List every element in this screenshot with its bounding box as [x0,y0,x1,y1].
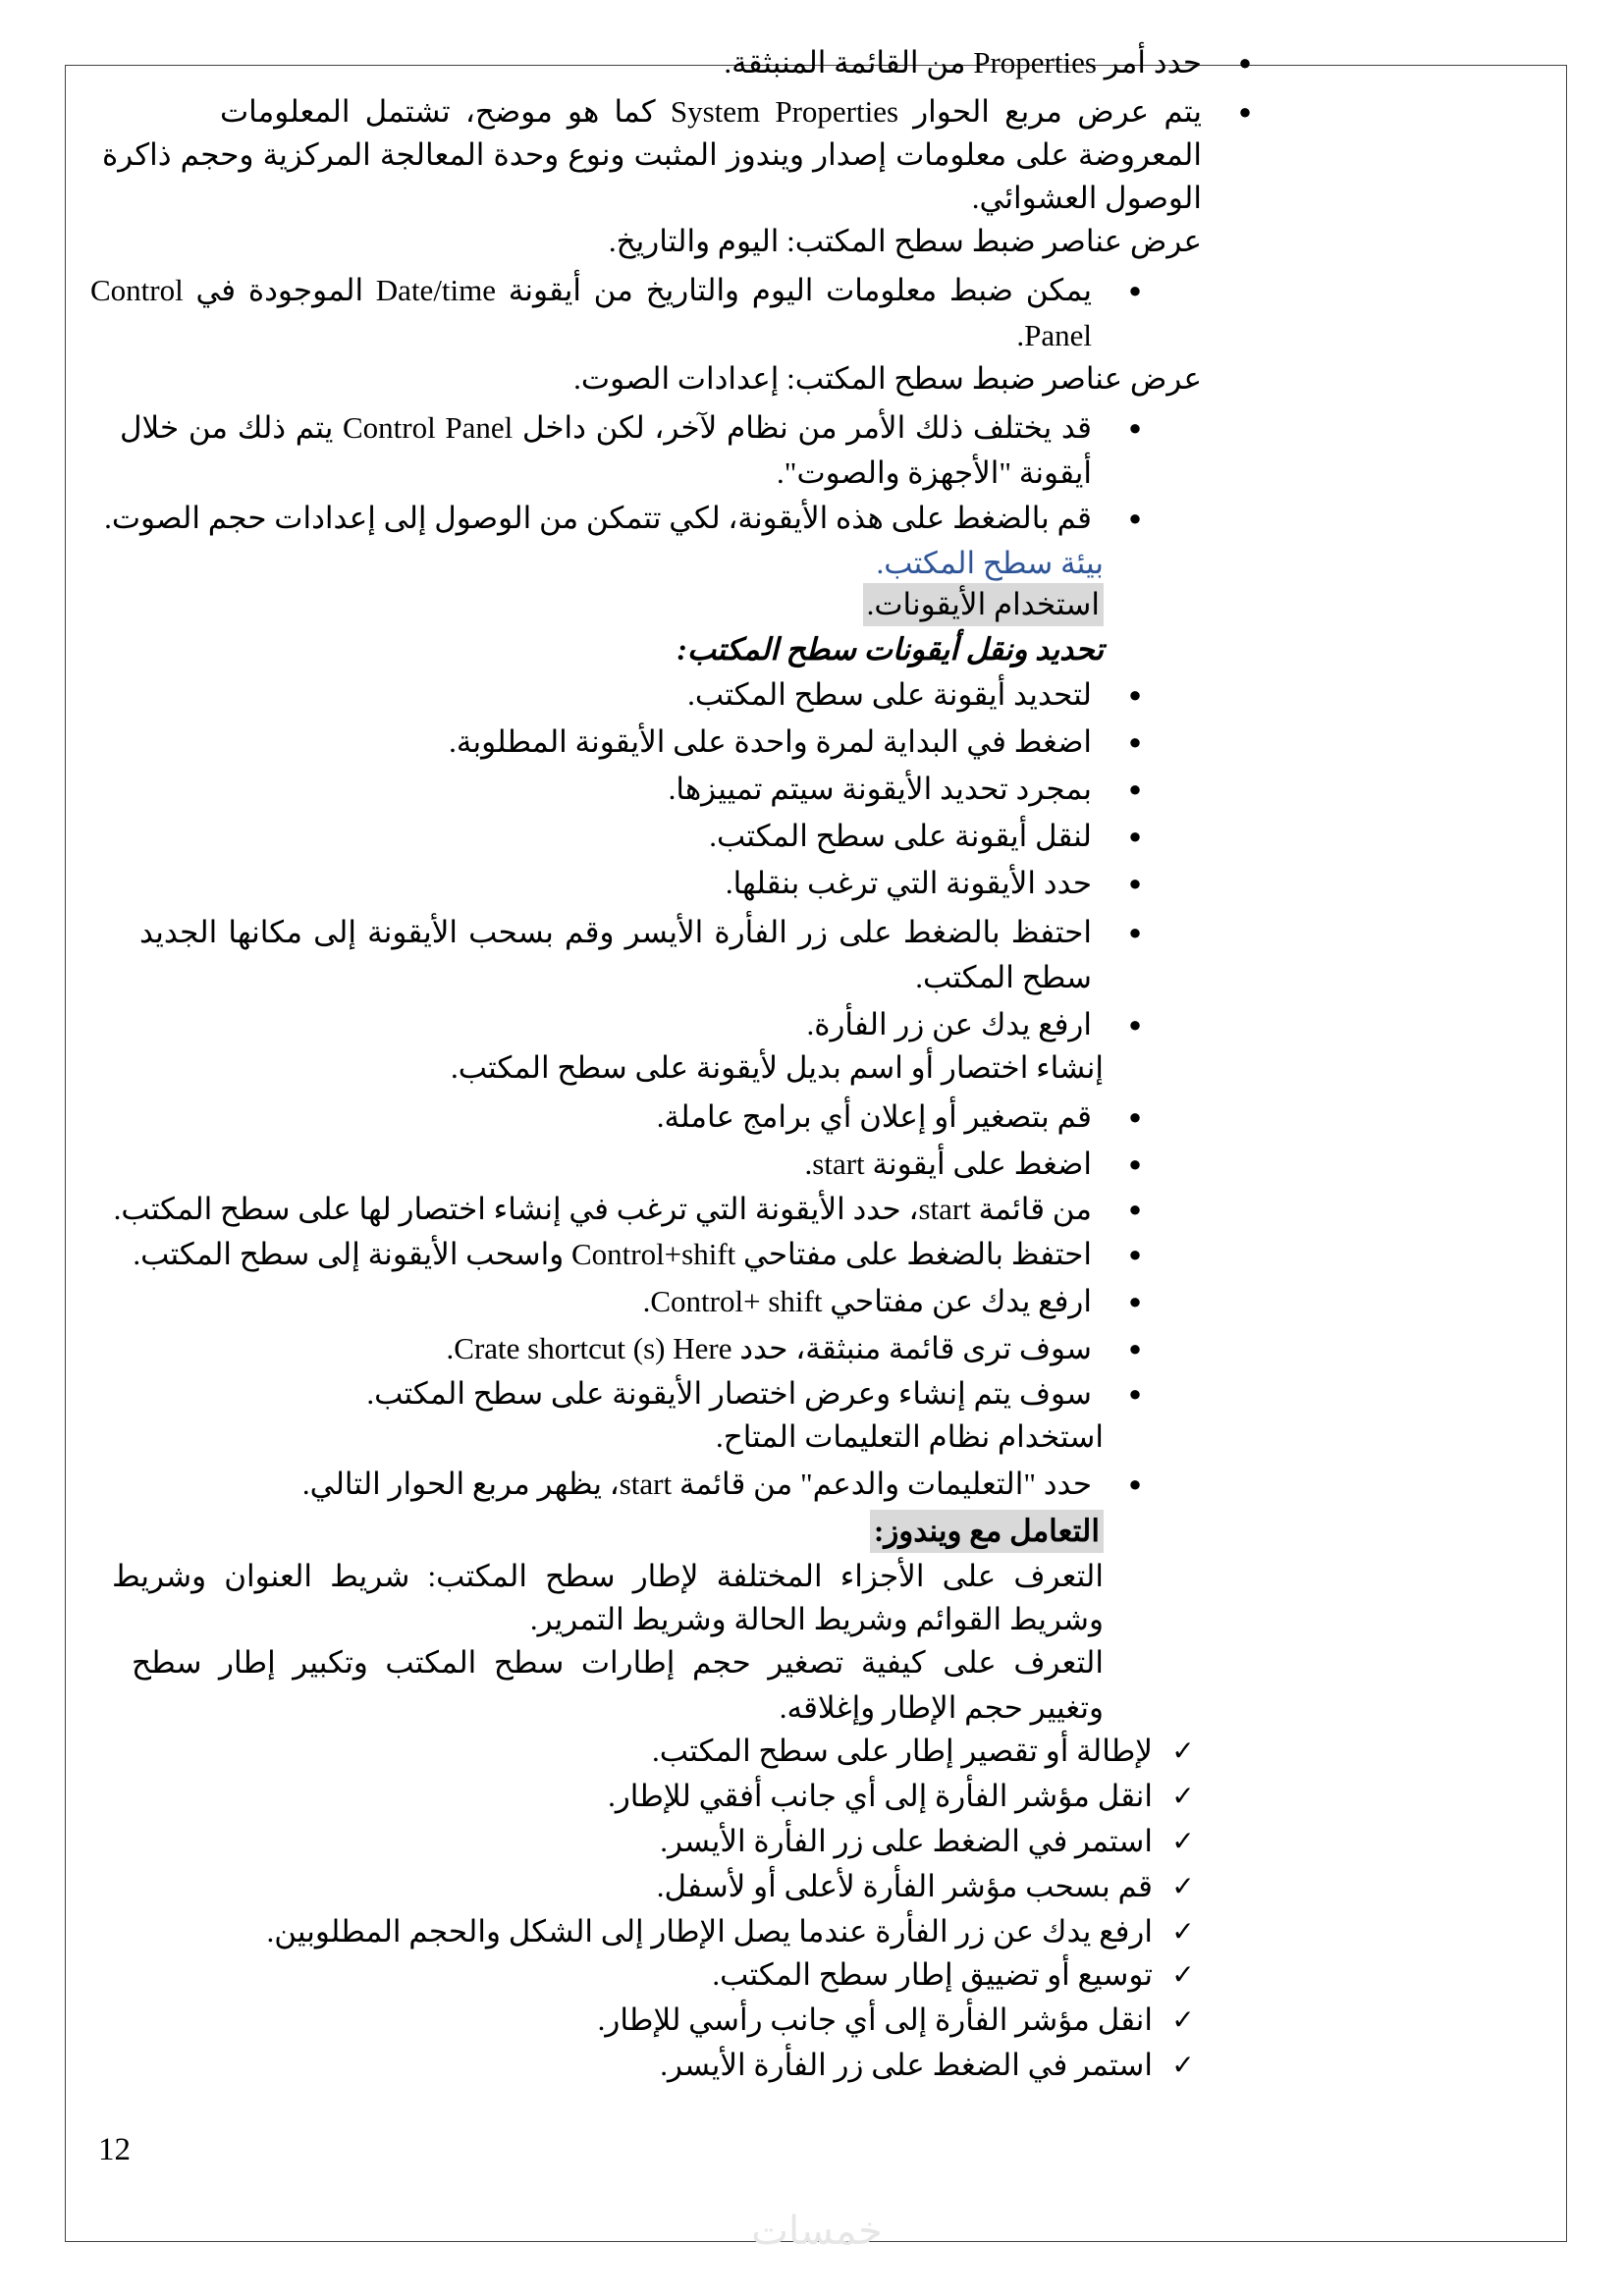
text-line: اضغط على أيقونة start. [804,1147,1092,1181]
text-line: لنقل أيقونة على سطح المكتب. [709,819,1092,853]
bullet-icon: ● [1128,871,1142,895]
section-heading: إنشاء اختصار أو اسم بديل لأيقونة على سطح المكتب. [450,1050,1104,1085]
watermark: خمسات [751,2209,883,2254]
text-line: سوف ترى قائمة منبثقة، حدد Crate shortcut (s) Here. [446,1331,1092,1365]
text-line: قد يختلف ذلك الأمر من نظام لآخر، لكن داخل Control Panel يتم ذلك من خلال [120,410,1092,445]
bullet-icon: ● [1128,1471,1142,1496]
text-line: التعرف على كيفية تصغير حجم إطارات سطح المكتب وتكبير إطار سطح [132,1645,1104,1680]
text-line: قم بالضغط على هذه الأيقونة، لكي تتمكن من الوصول إلى إعدادات حجم الصوت. [104,501,1092,535]
section-heading-blue: بيئة سطح المكتب. [876,546,1104,580]
bullet-icon: ● [1128,415,1142,440]
section-heading: عرض عناصر ضبط سطح المكتب: إعدادات الصوت. [573,361,1202,396]
check-list-item: توسيع أو تضييق إطار سطح المكتب. [712,1957,1153,1992]
text-line: أيقونة "الأجهزة والصوت". [777,455,1092,490]
checkmark-icon: ✓ [1171,1780,1195,1812]
text-line: وتغيير حجم الإطار وإغلاقه. [779,1690,1104,1725]
shaded-heading: استخدام الأيقونات. [863,583,1104,626]
text-line: يمكن ضبط معلومات اليوم والتاريخ من أيقونة Date/time الموجودة في Control [90,273,1092,307]
bullet-icon: ● [1128,1012,1142,1037]
text-line: سطح المكتب. [915,960,1092,994]
bullet-icon: ● [1238,50,1252,75]
bullet-icon: ● [1128,776,1142,801]
text-line: اضغط في البداية لمرة واحدة على الأيقونة المطلوبة. [449,724,1092,759]
text-line: وشريط القوائم وشريط الحالة وشريط التمرير. [529,1602,1104,1636]
checkmark-icon: ✓ [1171,1870,1195,1902]
text-line: التعرف على الأجزاء المختلفة لإطار سطح المكتب: شريط العنوان وشريط [112,1559,1104,1593]
check-list-item: قم بسحب مؤشر الفأرة لأعلى أو لأسفل. [656,1869,1153,1903]
checkmark-icon: ✓ [1171,1825,1195,1857]
text-line: بمجرد تحديد الأيقونة سيتم تمييزها. [668,772,1092,806]
page-number: 12 [98,2132,131,2167]
check-list-item: انقل مؤشر الفأرة إلى أي جانب أفقي للإطار. [608,1779,1153,1813]
text-line: ارفع يدك عن زر الفأرة. [806,1007,1092,1041]
section-heading: عرض عناصر ضبط سطح المكتب: اليوم والتاريخ. [608,224,1202,258]
text-line: ارفع يدك عن مفتاحي Control+ shift. [642,1284,1092,1318]
bullet-icon: ● [1128,1151,1142,1176]
checkmark-icon: ✓ [1171,1915,1195,1948]
checkmark-icon: ✓ [1171,2003,1195,2036]
text-line: المعروضة على معلومات إصدار ويندوز المثبت ونوع وحدة المعالجة المركزية وحجم ذاكرة [102,137,1202,172]
bullet-icon: ● [1128,729,1142,754]
check-list-item: انقل مؤشر الفأرة إلى أي جانب رأسي للإطار. [597,2002,1153,2037]
check-list-item: استمر في الضغط على زر الفأرة الأيسر. [660,1824,1153,1858]
bullet-icon: ● [1128,1104,1142,1129]
section-heading-italic: تحديد ونقل أيقونات سطح المكتب: [677,632,1104,667]
shaded-heading-bold: التعامل مع ويندوز: [870,1510,1104,1553]
check-list-item: لإطالة أو تقصير إطار على سطح المكتب. [652,1734,1153,1768]
bullet-icon: ● [1128,1381,1142,1406]
bullet-icon: ● [1238,99,1252,124]
text-line: احتفظ بالضغط على مفتاحي Control+shift واسحب الأيقونة إلى سطح المكتب. [133,1237,1092,1271]
check-list-item: استمر في الضغط على زر الفأرة الأيسر. [660,2048,1153,2082]
check-list-item: ارفع يدك عن زر الفأرة عندما يصل الإطار إلى الشكل والحجم المطلوبين. [266,1914,1153,1949]
bullet-icon: ● [1128,1336,1142,1361]
text-line: من قائمة start، حدد الأيقونة التي ترغب في إنشاء اختصار لها على سطح المكتب. [113,1192,1092,1226]
text-line: حدد "التعليمات والدعم" من قائمة start، يظهر مربع الحوار التالي. [301,1467,1092,1501]
text-line: قم بتصغير أو إعلان أي برامج عاملة. [656,1099,1092,1134]
bullet-icon: ● [1128,1197,1142,1221]
bullet-icon: ● [1128,506,1142,530]
checkmark-icon: ✓ [1171,2049,1195,2081]
text-line: سوف يتم إنشاء وعرض اختصار الأيقونة على سطح المكتب. [366,1376,1092,1411]
text-line: لتحديد أيقونة على سطح المكتب. [687,677,1092,712]
text-line: يتم عرض مربع الحوار System Properties كما هو موضح، تشتمل المعلومات [220,94,1202,129]
checkmark-icon: ✓ [1171,1735,1195,1767]
text-line: Panel. [1016,318,1092,352]
text-line: حدد الأيقونة التي ترغب بنقلها. [725,866,1092,900]
bullet-icon: ● [1128,920,1142,944]
checkmark-icon: ✓ [1171,1958,1195,1991]
bullet-icon: ● [1128,1289,1142,1313]
text-line: احتفظ بالضغط على زر الفأرة الأيسر وقم بسحب الأيقونة إلى مكانها الجديد [139,915,1092,949]
bullet-icon: ● [1128,682,1142,707]
text-line: حدد أمر Properties من القائمة المنبثقة. [724,45,1202,80]
bullet-icon: ● [1128,278,1142,302]
bullet-icon: ● [1128,1242,1142,1266]
bullet-icon: ● [1128,824,1142,848]
section-heading: استخدام نظام التعليمات المتاح. [715,1419,1104,1454]
text-line: الوصول العشوائي. [971,181,1202,215]
